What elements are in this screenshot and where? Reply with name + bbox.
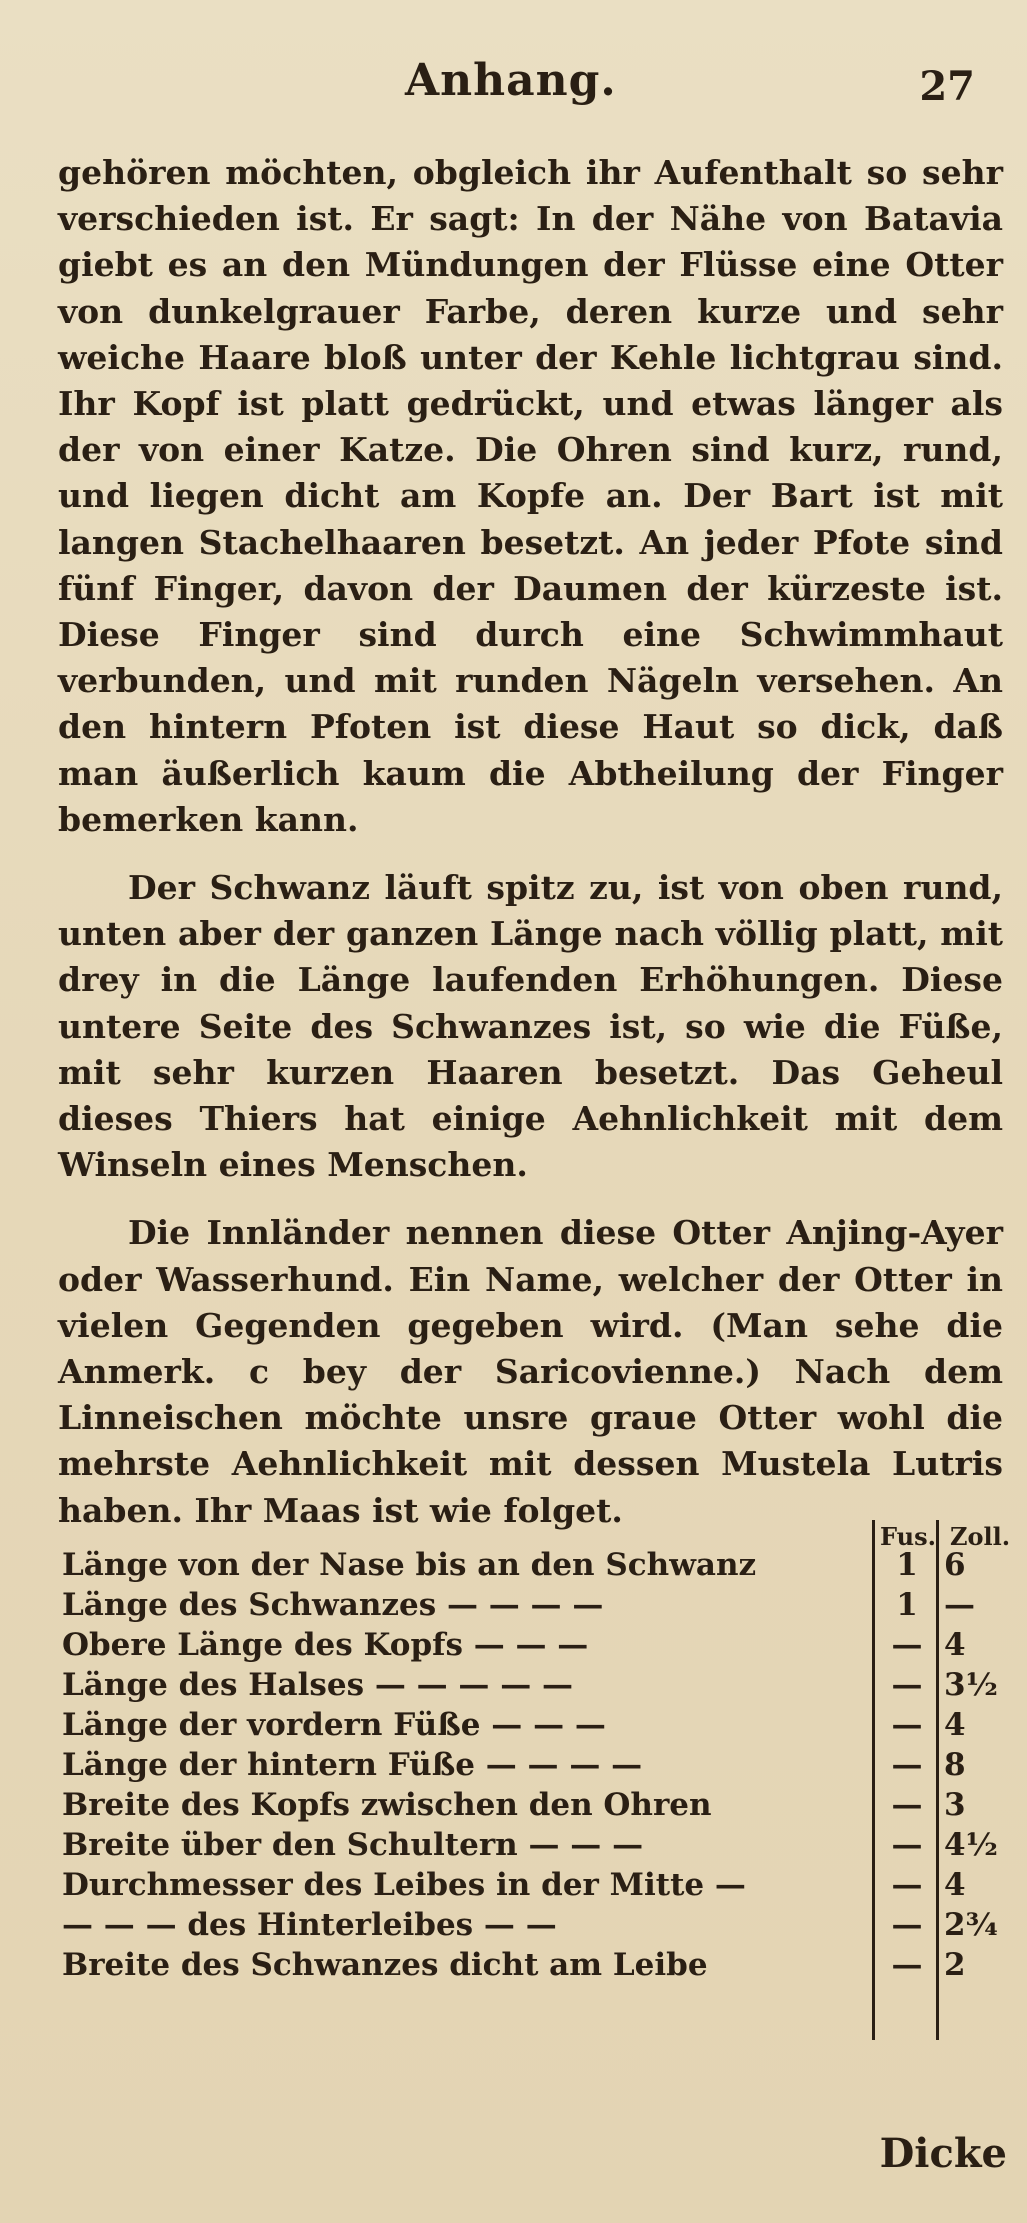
row-zoll: 2¾ [944,1907,998,1943]
row-label: Durchmesser des Leibes in der Mitte — [62,1867,746,1903]
table-row [62,1705,1012,1745]
column-header-fuss: Fus. [880,1522,936,1551]
row-label: Breite des Schwanzes dicht am Leibe [62,1947,708,1983]
row-zoll: 4½ [944,1827,998,1863]
table-row [62,1785,1012,1825]
row-label: Breite des Kopfs zwischen den Ohren [62,1787,712,1823]
row-fuss: 1 [896,1587,918,1623]
paragraph: Die Innländer nennen diese Otter Anjing-Ayer oder Wasserhund. Ein Name, welcher der Otter in vielen Gegenden gegeben wird. (Man sehe die Anmerk. c bey der Saricovienne.) Nach dem Linneischen möchte unsre graue Otter wohl die mehrste Aehnlichkeit mit dessen Mustela Lutris haben. Ihr Maas ist wie folget. [58,1213,1003,1530]
row-label: Länge der hintern Füße — — — — [62,1747,643,1783]
catchword: Dicke [879,2130,1007,2177]
body-text [58,150,1003,1534]
row-label: Breite über den Schultern — — — [62,1827,644,1863]
row-zoll: 6 [944,1547,966,1583]
table-row [62,1865,1012,1905]
table-row [62,1665,1012,1705]
table-row [62,1905,1012,1945]
page-number: 27 [919,63,975,110]
row-zoll: 4 [944,1867,966,1903]
row-fuss: — [891,1667,923,1703]
row-label: Länge von der Nase bis an den Schwanz [62,1547,757,1583]
row-label: Länge der vordern Füße — — — [62,1707,606,1743]
row-fuss: — [891,1707,923,1743]
table-row [62,1945,1012,1985]
page-header [0,55,1027,115]
row-zoll: 3 [944,1787,966,1823]
table-row [62,1825,1012,1865]
row-label: Länge des Halses — — — — — [62,1667,574,1703]
table-row [62,1545,1012,1585]
row-zoll: 3½ [944,1667,998,1703]
row-fuss: — [891,1867,923,1903]
table-row [62,1745,1012,1785]
row-zoll: 4 [944,1627,966,1663]
row-fuss: 1 [896,1547,918,1583]
running-title: Anhang. [405,55,617,106]
row-fuss: — [891,1827,923,1863]
table-row [62,1585,1012,1625]
row-label: Obere Länge des Kopfs — — — [62,1627,589,1663]
measurement-table [62,1545,1012,1985]
paragraph: Der Schwanz läuft spitz zu, ist von oben rund, unten aber der ganzen Länge nach völlig platt, mit drey in die Länge laufenden Erhöhungen. Diese untere Seite des Schwanzes ist, so wie die Füße, mit sehr kurzen Haaren besetzt. Das Geheul dieses Thiers hat einige Aehnlichkeit mit dem Winseln eines Menschen. [58,868,1003,1185]
column-header-zoll: Zoll. [950,1522,1011,1551]
row-zoll: 2 [944,1947,966,1983]
row-label: Länge des Schwanzes — — — — [62,1587,604,1623]
table-row [62,1625,1012,1665]
row-fuss: — [891,1627,923,1663]
row-zoll: 4 [944,1707,966,1743]
row-fuss: — [891,1787,923,1823]
row-fuss: — [891,1747,923,1783]
row-zoll: 8 [944,1747,966,1783]
row-fuss: — [891,1947,923,1983]
row-fuss: — [891,1907,923,1943]
paragraph: gehören möchten, obgleich ihr Aufenthalt so sehr verschieden ist. Er sagt: In der Nähe von Batavia giebt es an den Mündungen der Flüsse eine Otter von dunkelgrauer Farbe, deren kurze und sehr weiche Haare bloß unter der Kehle lichtgrau sind. Ihr Kopf ist platt gedrückt, und etwas länger als der von einer Katze. Die Ohren sind kurz, rund, und liegen dicht am Kopfe an. Der Bart ist mit langen Stachelhaaren besetzt. An jeder Pfote sind fünf Finger, davon der Daumen der kürzeste ist. Diese Finger sind durch eine Schwimmhaut verbunden, und mit runden Nägeln versehen. An den hintern Pfoten ist diese Haut so dick, daß man äußerlich kaum die Abtheilung der Finger bemerken kann. [58,153,1003,839]
row-zoll: — [944,1587,975,1623]
row-label: — — — des Hinterleibes — — [62,1907,557,1943]
